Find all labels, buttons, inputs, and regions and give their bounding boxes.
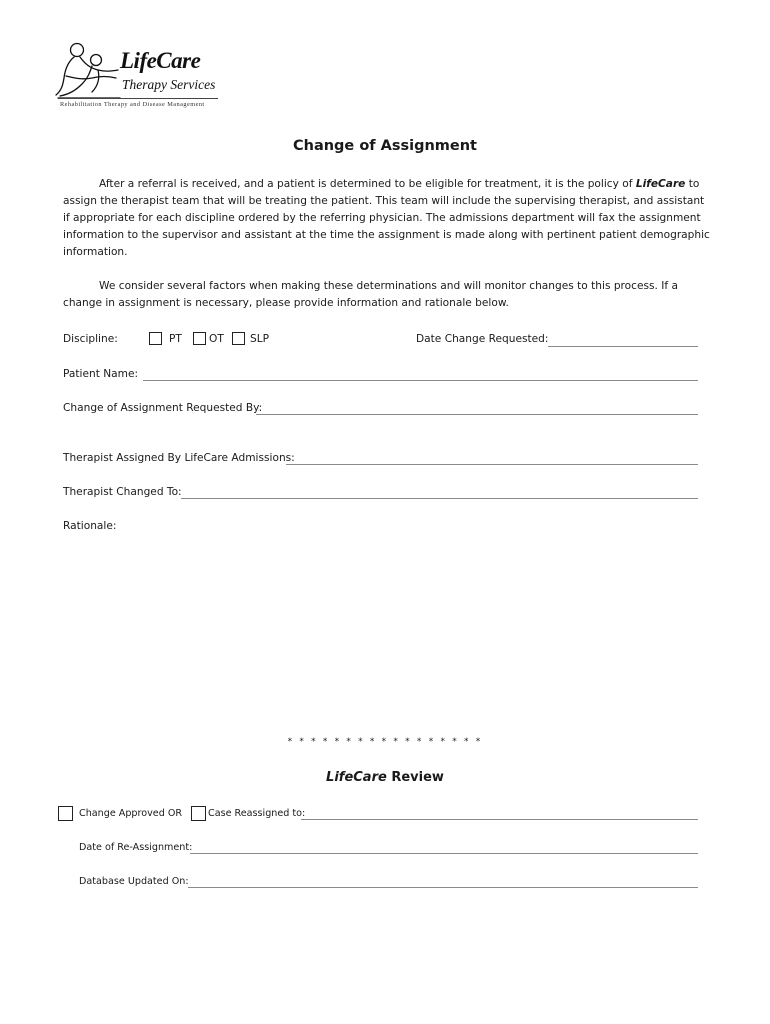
- section-separator: * * * * * * * * * * * * * * * * *: [287, 737, 483, 747]
- change-approved-label: Change Approved OR: [79, 808, 183, 819]
- changed-to-label: Therapist Changed To:: [63, 486, 182, 498]
- patient-name-label: Patient Name:: [63, 368, 139, 380]
- patient-name-field[interactable]: [143, 380, 698, 381]
- pt-label: PT: [169, 333, 182, 345]
- company-logo: [52, 40, 227, 112]
- instructions-paragraph: We consider several factors when making these determinations and will monitor changes to this process. If a change in assignment is necessary, please provide information and rationale below.: [63, 280, 678, 309]
- policy-paragraph: [63, 176, 713, 261]
- date-reassignment-field[interactable]: [190, 853, 698, 854]
- assigned-by-label: Therapist Assigned By LifeCare Admissions:: [63, 452, 295, 464]
- rationale-label: Rationale:: [63, 520, 117, 532]
- requested-by-field[interactable]: [256, 414, 698, 415]
- review-title-brand: LifeCare: [326, 770, 387, 785]
- logo-name: LifeCare: [120, 48, 201, 73]
- slp-label: SLP: [250, 333, 270, 345]
- date-change-field[interactable]: [548, 346, 698, 347]
- policy-text-end: to assign the therapist team that will be treating the patient. This team will include the supervising therapist, and assistant if appropriate for each discipline ordered by the referring physician. The admissions department will fax the assignment information to the supervisor and assistant at the time the assignment is made along with pertinent patient demographic information.: [63, 178, 710, 258]
- rationale-area[interactable]: [63, 538, 698, 718]
- review-title: [0, 770, 770, 785]
- case-reassigned-field[interactable]: [301, 819, 698, 820]
- slp-checkbox[interactable]: [232, 332, 245, 345]
- page-title: Change of Assignment: [292, 138, 477, 154]
- changed-to-field[interactable]: [181, 498, 698, 499]
- review-title-rest: Review: [386, 770, 444, 785]
- policy-text-start: After a referral is received, and a patient is determined to be eligible for treatment, it is the policy of: [99, 178, 636, 190]
- database-updated-label: Database Updated On:: [79, 876, 189, 887]
- assigned-by-field[interactable]: [286, 464, 698, 465]
- logo-divider: [58, 98, 218, 99]
- therapist-figure-icon: [52, 40, 124, 102]
- ot-label: OT: [209, 333, 224, 345]
- discipline-label: Discipline:: [63, 333, 118, 345]
- logo-tagline: Rehabilitation Therapy and Disease Management: [60, 101, 205, 108]
- change-approved-checkbox[interactable]: [58, 806, 73, 821]
- policy-brand: LifeCare: [635, 178, 686, 190]
- case-reassigned-checkbox[interactable]: [191, 806, 206, 821]
- case-reassigned-label: Case Reassigned to:: [208, 808, 306, 819]
- date-reassignment-label: Date of Re-Assignment:: [79, 842, 193, 853]
- requested-by-label: Change of Assignment Requested By:: [63, 402, 263, 414]
- database-updated-field[interactable]: [188, 887, 698, 888]
- pt-checkbox[interactable]: [149, 332, 162, 345]
- logo-subtitle: Therapy Services: [122, 77, 216, 92]
- date-change-label: Date Change Requested:: [416, 333, 549, 345]
- ot-checkbox[interactable]: [193, 332, 206, 345]
